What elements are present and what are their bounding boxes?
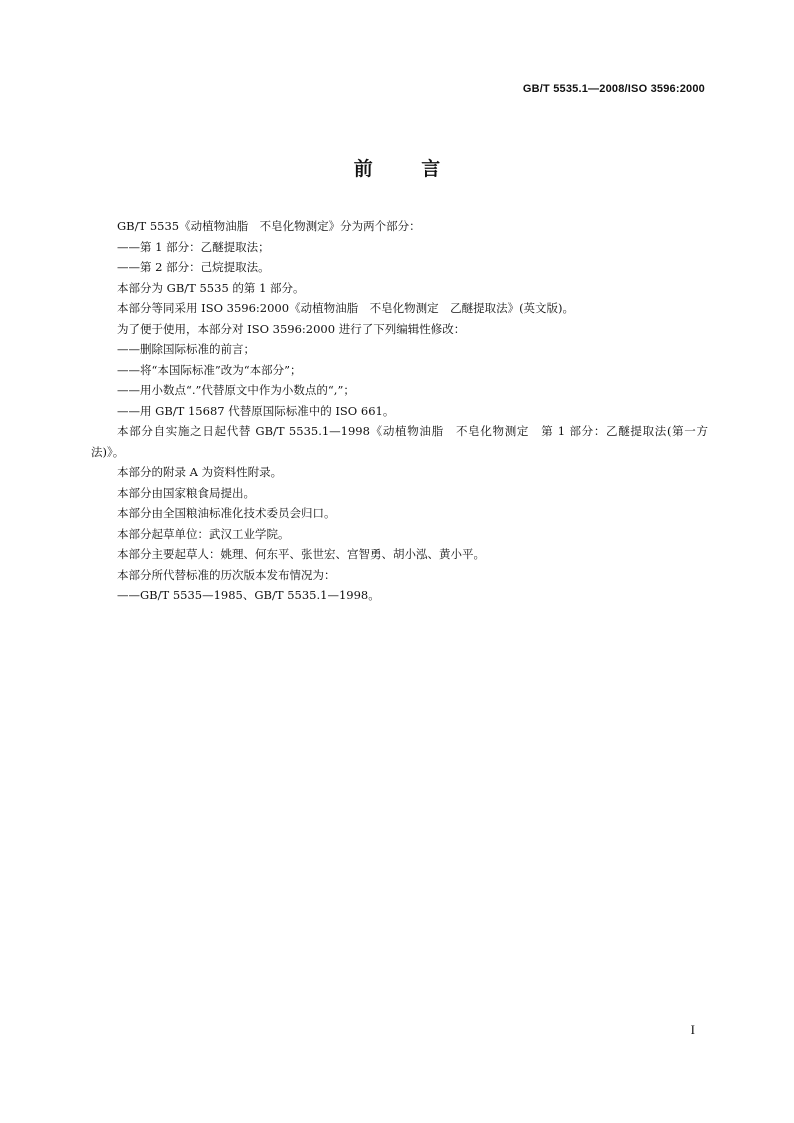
list-item: ——删除国际标准的前言；: [117, 342, 255, 356]
paragraph: 本部分所代替标准的历次版本发布情况为：: [117, 567, 336, 582]
page-title: 前 言: [353, 158, 441, 180]
paragraph: GB/T 5535《动植物油脂 不皂化物测定》分为两个部分：: [117, 219, 421, 233]
foreword-body: [91, 216, 708, 606]
paragraph: 本部分的附录 A 为资料性附录。: [117, 465, 283, 479]
list-item: ——用小数点“.”代替原文中作为小数点的“,”；: [117, 383, 355, 397]
paragraph: 本部分由国家粮食局提出。: [117, 485, 255, 500]
list-item: ——GB/T 5535—1985、GB/T 5535.1—1998。: [117, 588, 380, 602]
paragraph: 本部分等同采用 ISO 3596:2000《动植物油脂 不皂化物测定 乙醚提取法》(英文版)。: [117, 301, 575, 315]
list-item: ——第 2 部分：己烷提取法。: [117, 260, 270, 274]
paragraph: 本部分起草单位：武汉工业学院。: [117, 526, 290, 541]
list-item: ——用 GB/T 15687 代替原国际标准中的 ISO 661。: [117, 403, 395, 418]
list-item: ——将“本国际标准”改为“本部分”；: [117, 362, 302, 377]
standard-code-header: GB/T 5535.1—2008/ISO 3596:2000: [522, 83, 705, 95]
paragraph: 本部分为 GB/T 5535 的第 1 部分。: [117, 280, 305, 295]
paragraph: 本部分自实施之日起代替 GB/T 5535.1—1998《动植物油脂 不皂化物测定 第 1 部分：乙醚提取法(第一方法)》。: [91, 424, 708, 459]
list-item: ——第 1 部分：乙醚提取法；: [117, 239, 270, 254]
paragraph: 本部分主要起草人：姚理、何东平、张世宏、宫智勇、胡小泓、黄小平。: [117, 547, 485, 561]
paragraph: 为了便于使用，本部分对 ISO 3596:2000 进行了下列编辑性修改：: [117, 321, 466, 336]
page-number: I: [690, 1022, 695, 1037]
paragraph: 本部分由全国粮油标准化技术委员会归口。: [117, 506, 336, 520]
